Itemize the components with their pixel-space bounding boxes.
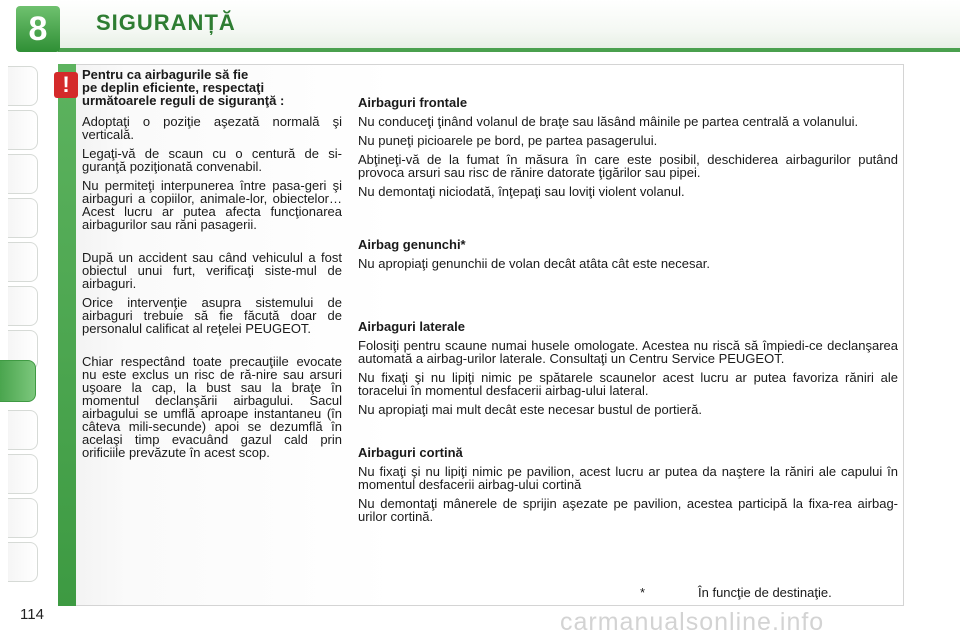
warning-icon: ! bbox=[54, 72, 78, 98]
chapter-tab-3[interactable] bbox=[8, 154, 38, 194]
chapter-tab-1[interactable] bbox=[8, 66, 38, 106]
chapter-tab-9[interactable] bbox=[8, 410, 38, 450]
chapter-tab-6[interactable] bbox=[8, 286, 38, 326]
card-green-strip bbox=[58, 64, 76, 606]
footnote-text: În funcţie de destinaţie. bbox=[698, 585, 832, 600]
chapter-number-badge: 8 bbox=[16, 6, 60, 52]
section-paragraph: Nu fixaţi şi nu lipiţi nimic pe spătarele scaunelor acest lucru ar putea favoriza răniri ale toracelui în momentul desfacerii airbag-ului lateral. bbox=[358, 370, 898, 398]
header-divider bbox=[58, 48, 960, 52]
chapter-tab-8-active[interactable] bbox=[0, 360, 36, 402]
chapter-tab-2[interactable] bbox=[8, 110, 38, 150]
warning-title-line: Pentru ca airbagurile să fie bbox=[82, 67, 249, 82]
chapter-title: SIGURANȚĂ bbox=[96, 10, 236, 35]
chapter-tab-10[interactable] bbox=[8, 454, 38, 494]
section-front-airbags bbox=[358, 96, 898, 198]
section-paragraph: Nu fixaţi şi nu lipiţi nimic pe pavilion, acest lucru ar putea da naştere la răniri ale capului în momentul desfacerii airbag-ului cortină bbox=[358, 464, 898, 492]
footnote-mark: * bbox=[640, 585, 646, 600]
section-side-airbags bbox=[358, 320, 898, 416]
section-paragraph: Nu puneţi picioarele pe bord, pe partea pasagerului. bbox=[358, 133, 658, 148]
section-heading: Airbaguri laterale bbox=[358, 319, 465, 334]
section-paragraph: Nu demontaţi mânerele de sprijin aşezate pe pavilion, acestea participă la fixa-rea airbag-urilor cortină. bbox=[358, 496, 898, 524]
warning-paragraph: Adoptaţi o poziţie aşezată normală şi verticală. bbox=[82, 114, 342, 142]
warning-paragraph: După un accident sau când vehiculul a fost obiectul unui furt, verificaţi siste-mul de airbaguri. bbox=[82, 250, 342, 291]
section-heading: Airbaguri frontale bbox=[358, 95, 468, 110]
chapter-tab-12[interactable] bbox=[8, 542, 38, 582]
warning-paragraph: Legaţi-vă de scaun cu o centură de si-guranţă poziţionată convenabil. bbox=[82, 146, 342, 174]
watermark: carmanualsonline.info bbox=[560, 608, 825, 636]
section-paragraph: Abţineţi-vă de la fumat în măsura în care este posibil, deschiderea airbagurilor putând provoca arsuri sau risc de rănire datorate ţigărilor sau pipei. bbox=[358, 152, 898, 180]
section-paragraph: Nu apropiaţi mai mult decât este necesar bustul de portieră. bbox=[358, 402, 702, 417]
warning-paragraph: Orice intervenţie asupra sistemului de airbaguri trebuie să fie făcută doar de personalul calificat al reţelei PEUGEOT. bbox=[82, 295, 342, 336]
section-paragraph: Folosiţi pentru scaune numai husele omologate. Acestea nu riscă să împiedi-ce declanşarea automată a airbag-urilor laterale. Consultaţi un Centru Service PEUGEOT. bbox=[358, 338, 898, 366]
chapter-tab-11[interactable] bbox=[8, 498, 38, 538]
section-paragraph: Nu demontaţi niciodată, înţepaţi sau loviţi violent volanul. bbox=[358, 184, 685, 199]
section-curtain-airbags bbox=[358, 446, 898, 523]
page-number: 114 bbox=[20, 606, 44, 623]
warning-title-line: pe deplin eficiente, respectaţi bbox=[82, 80, 265, 95]
warning-paragraph: Nu permiteţi interpunerea între pasa-geri şi airbaguri a copiilor, animale-lor, obiectelor… Acest lucru ar putea afecta funcţionarea airbagurilor sau răni pasagerii. bbox=[82, 178, 342, 232]
section-knee-airbag bbox=[358, 238, 898, 270]
chapter-tab-5[interactable] bbox=[8, 242, 38, 282]
warning-paragraph: Chiar respectând toate precauţiile evocate nu este exclus un risc de ră-nire sau arsuri uşoare la cap, la bust sau la braţe în momentul declanşării airbagului. Sacul airbagului se umflă aproape instantaneu (în câteva mili-secunde) apoi se dezumflă în acelaşi timp evacuând gazul cald prin orificiile prevăzute în acest scop. bbox=[82, 354, 342, 460]
chapter-tab-4[interactable] bbox=[8, 198, 38, 238]
warning-title-line: următoarele reguli de siguranţă : bbox=[82, 93, 285, 108]
warning-column bbox=[82, 68, 342, 465]
airbag-sections-column bbox=[358, 96, 898, 529]
section-paragraph: Nu apropiaţi genunchii de volan decât atâta cât este necesar. bbox=[358, 256, 710, 271]
section-paragraph: Nu conduceţi ţinând volanul de braţe sau lăsând mâinile pe partea centrală a volanului. bbox=[358, 114, 859, 129]
warning-title bbox=[82, 68, 342, 107]
section-heading: Airbaguri cortină bbox=[358, 445, 463, 460]
section-heading: Airbag genunchi* bbox=[358, 237, 466, 252]
